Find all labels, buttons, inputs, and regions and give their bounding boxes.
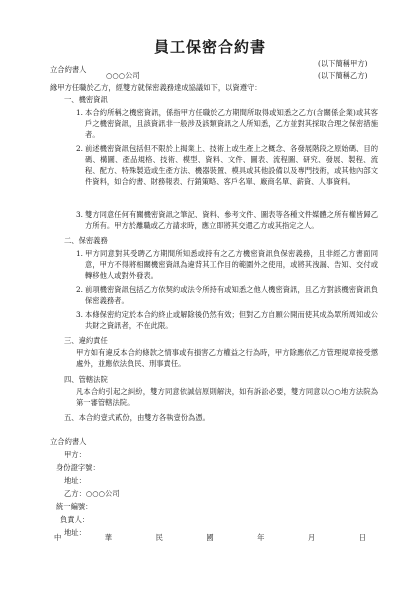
section-heading: 五、本合約壹式貳份，由雙方各執壹份為憑。: [64, 413, 210, 422]
party-b-note: (以下簡稱乙方): [318, 71, 368, 80]
date-char: 國: [206, 533, 214, 542]
clause-item: 3. 本條保密約定於本合約終止或解除後仍然有效；但對乙方自願公開而使其成為眾所周知或公共財之資訊者，不在此限。: [76, 310, 378, 330]
signature-id-number: 身份證字號：: [56, 463, 100, 472]
clause-item: 2. 前項機密資訊包括乙方依契約或法令所持有或知悉之他人機密資訊，且乙方對該機密資訊負保密義務者。: [76, 285, 378, 305]
section-body: 甲方如有違反本合約條款之情事或有損害乙方權益之行為時，甲方除應依乙方管理規章接受懲處外，並應依法負民、刑事責任。: [76, 348, 378, 368]
signature-party-a: 甲方：: [64, 450, 86, 459]
date-char: 華: [104, 533, 113, 542]
party-a-note: (以下簡稱甲方): [318, 59, 368, 68]
company-name: ○○○公司: [106, 71, 140, 80]
clause-item: 2. 前述機密資訊包括但不限於上揭業上、技術上或生產上之概念、各發展階段之原始碼、目的碼、構圖、產品規格、技術、模型、資料、文件、圖表、流程圖、研究、發展、製程、流程、配方、特殊製造或生產方法、機器裝置、模具或其他設備以及專門技術，或其他內部文件資料，如合約書、財務報表、行銷策略、客戶名單、廠商名單、薪資、人事資料。: [76, 144, 378, 186]
date-char: 民: [155, 533, 163, 542]
clause-item: 1. 本合約所稱之機密資訊，係指甲方任職於乙方期間所取得或知悉之乙方(含關係企業)或其客戶之機密資訊，且該資訊非一般涉及該類資訊之人所知悉，乙方並對其採取合理之保密措施者。: [76, 108, 378, 139]
signature-label: 立合約書人: [50, 437, 87, 446]
signature-party-b: 乙方：○○○公司: [64, 489, 120, 498]
date-char: 日: [358, 533, 366, 542]
date-char: 中: [54, 533, 62, 542]
section-heading: 一、機密資訊: [64, 95, 108, 104]
signature-tax-id: 統一編號：: [56, 502, 93, 511]
signature-address-a: 地址：: [64, 476, 86, 485]
date-char: 年: [257, 533, 265, 542]
date-char: 月: [307, 533, 316, 542]
date-row: [54, 533, 366, 543]
clause-item: 1. 甲方同意對其受聘乙方期間所知悉或持有之乙方機密資訊負保密義務，且非經乙方書面同意，甲方不得將相關機密資訊為違背其工作目的範圍外之使用，或將其洩漏、告知、交付或轉移他人或對外發表。: [76, 249, 378, 280]
document-title: 員工保密合約書: [153, 38, 266, 56]
party-label: 立合約書人: [50, 65, 87, 74]
signature-address-b: 地址：: [64, 528, 86, 537]
clause-item: 3. 雙方同意任何有關機密資訊之筆記、資料、參考文件、圖表等各種文件媒體之所有權皆歸乙方所有。甲方於離職或乙方請求時，應立即將其交還乙方或其指定之人。: [76, 210, 378, 230]
section-heading: 四、管轄法院: [64, 375, 108, 384]
section-heading: 二、保密義務: [64, 236, 108, 245]
section-body: 凡本合約引起之糾紛，雙方同意依誠信原則解決，如有訴訟必要，雙方同意以○○地方法院為第一審管轄法院。: [76, 387, 378, 407]
section-heading: 三、違約責任: [64, 336, 108, 345]
signature-representative: 負責人：: [60, 515, 90, 524]
intro-text: 緣甲方任職於乙方，經雙方就保密義務達成協議如下，以資遵守：: [50, 83, 262, 92]
